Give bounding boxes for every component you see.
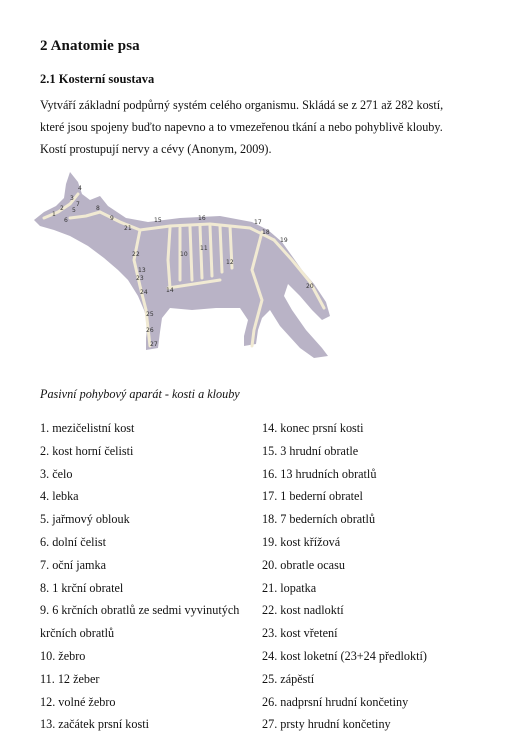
paragraph-line: které jsou spojeny buďto napevno a to vmezeřenou tkání a nebo pohyblivě klouby. bbox=[40, 120, 443, 134]
bone-stroke bbox=[220, 226, 222, 272]
list-item: 13. začátek prsní kosti bbox=[40, 717, 149, 732]
bone-number-label: 23 bbox=[136, 275, 144, 282]
list-item: 15. 3 hrudní obratle bbox=[262, 443, 359, 458]
list-item: 12. volné žebro bbox=[40, 694, 116, 709]
dog-body-silhouette bbox=[34, 172, 330, 358]
figure-caption: Pasivní pohybový aparát - kosti a klouby bbox=[40, 387, 240, 401]
list-item: 23. kost vřetení bbox=[262, 626, 338, 641]
bone-number-label: 9 bbox=[110, 215, 114, 222]
bone-number-label: 24 bbox=[140, 289, 148, 296]
bone-number-label: 12 bbox=[226, 259, 234, 266]
list-item: 27. prsty hrudní končetiny bbox=[262, 717, 391, 732]
list-item: 4. lebka bbox=[40, 489, 79, 504]
list-item: 3. čelo bbox=[40, 466, 73, 481]
list-item: 10. žebro bbox=[40, 648, 86, 663]
bone-list-right bbox=[262, 417, 492, 736]
list-item: 16. 13 hrudních obratlů bbox=[262, 466, 377, 481]
list-item: 17. 1 bederní obratel bbox=[262, 489, 363, 504]
paragraph-line: Kostí prostupují nervy a cévy (Anonym, 2009). bbox=[40, 142, 272, 156]
bone-number-label: 8 bbox=[96, 205, 100, 212]
list-item: 20. obratle ocasu bbox=[262, 557, 345, 572]
list-item: 19. kost křížová bbox=[262, 534, 341, 549]
subsection-heading: 2.1 Kosterní soustava bbox=[40, 72, 155, 86]
list-item: 1. mezičelistní kost bbox=[40, 421, 135, 435]
list-item: 25. zápěstí bbox=[262, 671, 315, 686]
bone-list-left bbox=[40, 417, 262, 736]
bone-number-label: 6 bbox=[64, 217, 68, 224]
list-item: krčních obratlů bbox=[40, 626, 115, 641]
list-item: 24. kost loketní (23+24 předloktí) bbox=[262, 648, 427, 663]
list-item: 5. jařmový oblouk bbox=[40, 512, 130, 527]
list-item: 9. 6 krčních obratlů ze sedmi vyvinutých bbox=[40, 603, 240, 618]
list-item: 2. kost horní čelisti bbox=[40, 443, 134, 458]
bone-stroke bbox=[210, 226, 212, 276]
bone-number-label: 1 bbox=[52, 211, 56, 218]
bone-stroke bbox=[190, 227, 192, 280]
bone-number-label: 4 bbox=[78, 185, 82, 192]
bone-stroke bbox=[200, 226, 202, 278]
bone-number-label: 16 bbox=[198, 215, 206, 222]
bone-number-label: 5 bbox=[72, 207, 76, 214]
bone-number-label: 10 bbox=[180, 251, 188, 258]
dog-skeleton-illustration bbox=[30, 160, 350, 370]
bone-number-label: 20 bbox=[306, 283, 314, 290]
bone-number-label: 7 bbox=[76, 201, 80, 208]
bone-number-label: 11 bbox=[200, 245, 208, 252]
bone-number-label: 22 bbox=[132, 251, 140, 258]
list-item: 22. kost nadloktí bbox=[262, 603, 344, 618]
bone-number-label: 14 bbox=[166, 287, 174, 294]
list-item: 11. 12 žeber bbox=[40, 671, 100, 686]
bone-number-label: 27 bbox=[150, 341, 158, 348]
section-heading: 2 Anatomie psa bbox=[40, 38, 140, 54]
bone-number-label: 26 bbox=[146, 327, 154, 334]
list-item: 18. 7 bederních obratlů bbox=[262, 512, 376, 527]
bone-number-label: 19 bbox=[280, 237, 288, 244]
list-item: 8. 1 krční obratel bbox=[40, 580, 124, 595]
list-item: 6. dolní čelist bbox=[40, 534, 107, 549]
dog-skeleton-figure bbox=[30, 160, 350, 370]
intro-paragraph bbox=[40, 94, 495, 160]
bone-number-label: 18 bbox=[262, 229, 270, 236]
bone-number-label: 15 bbox=[154, 217, 162, 224]
list-item: 21. lopatka bbox=[262, 580, 317, 595]
list-item: 7. oční jamka bbox=[40, 557, 106, 572]
paragraph-line: Vytváří základní podpůrný systém celého organismu. Skládá se z 271 až 282 kostí, bbox=[40, 98, 444, 112]
bone-number-label: 2 bbox=[60, 205, 64, 212]
bone-number-label: 17 bbox=[254, 219, 262, 226]
list-item: 14. konec prsní kosti bbox=[262, 421, 364, 435]
bone-number-label: 3 bbox=[70, 195, 74, 202]
bone-number-label: 13 bbox=[138, 267, 146, 274]
bone-number-label: 25 bbox=[146, 311, 154, 318]
bone-number-label: 21 bbox=[124, 225, 132, 232]
list-item: 26. nadprsní hrudní končetiny bbox=[262, 694, 409, 709]
